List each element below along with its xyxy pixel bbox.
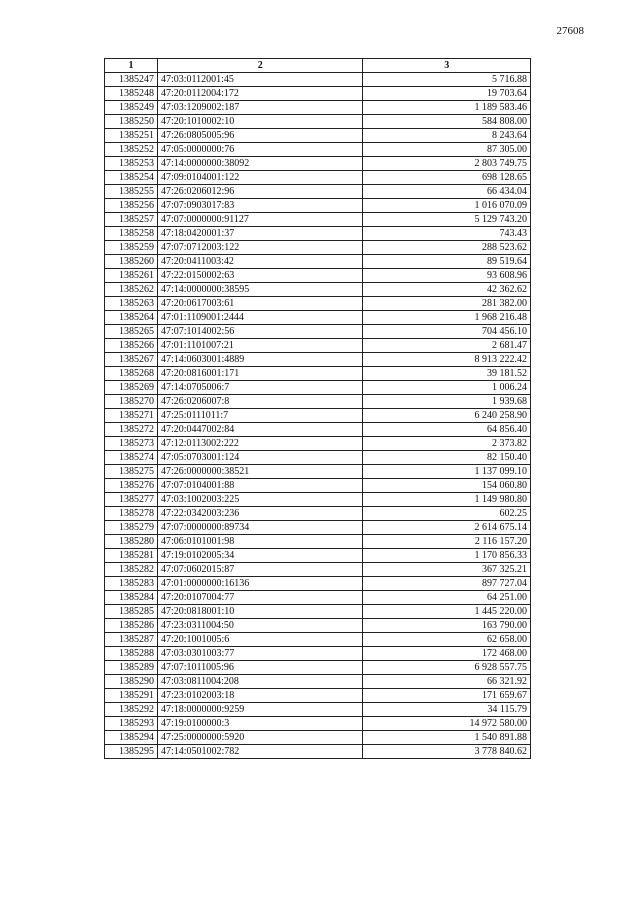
value-cell: 87 305.00 [363, 143, 531, 157]
row-number-cell: 1385295 [105, 745, 158, 759]
cadastral-number-cell: 47:20:0107004:77 [157, 591, 363, 605]
value-cell: 1 540 891.88 [363, 731, 531, 745]
value-cell: 367 325.21 [363, 563, 531, 577]
value-cell: 897 727.04 [363, 577, 531, 591]
cadastral-number-cell: 47:26:0206012:96 [157, 185, 363, 199]
table-row [105, 521, 531, 535]
value-cell: 1 189 583.46 [363, 101, 531, 115]
table-row [105, 437, 531, 451]
cadastral-number-cell: 47:14:0603001:4889 [157, 353, 363, 367]
value-cell: 698 128.65 [363, 171, 531, 185]
row-number-cell: 1385287 [105, 633, 158, 647]
table-header [105, 59, 531, 73]
value-cell: 2 373.82 [363, 437, 531, 451]
cadastral-number-cell: 47:18:0420001:37 [157, 227, 363, 241]
cadastral-number-cell: 47:20:0818001:10 [157, 605, 363, 619]
cadastral-number-cell: 47:03:0301003:77 [157, 647, 363, 661]
table-row [105, 409, 531, 423]
row-number-cell: 1385261 [105, 269, 158, 283]
row-number-cell: 1385258 [105, 227, 158, 241]
row-number-cell: 1385264 [105, 311, 158, 325]
row-number-cell: 1385250 [105, 115, 158, 129]
row-number-cell: 1385248 [105, 87, 158, 101]
table-row [105, 297, 531, 311]
table-row [105, 605, 531, 619]
row-number-cell: 1385285 [105, 605, 158, 619]
value-cell: 584 808.00 [363, 115, 531, 129]
table-row [105, 115, 531, 129]
cadastral-number-cell: 47:22:0342003:236 [157, 507, 363, 521]
value-cell: 39 181.52 [363, 367, 531, 381]
table-row [105, 479, 531, 493]
value-cell: 1 016 070.09 [363, 199, 531, 213]
value-cell: 2 803 749.75 [363, 157, 531, 171]
cadastral-number-cell: 47:07:1011005:96 [157, 661, 363, 675]
value-cell: 1 149 980.80 [363, 493, 531, 507]
page-number: 27608 [556, 25, 584, 37]
cadastral-number-cell: 47:20:0112004:172 [157, 87, 363, 101]
cadastral-number-cell: 47:26:0206007:8 [157, 395, 363, 409]
cadastral-number-cell: 47:20:1010002:10 [157, 115, 363, 129]
row-number-cell: 1385276 [105, 479, 158, 493]
value-cell: 6 240 258.90 [363, 409, 531, 423]
value-cell: 602.25 [363, 507, 531, 521]
table-row [105, 717, 531, 731]
cadastral-number-cell: 47:07:0903017:83 [157, 199, 363, 213]
table-row [105, 703, 531, 717]
value-cell: 8 913 222.42 [363, 353, 531, 367]
value-cell: 3 778 840.62 [363, 745, 531, 759]
cadastral-number-cell: 47:07:0602015:87 [157, 563, 363, 577]
value-cell: 93 608.96 [363, 269, 531, 283]
table-row [105, 213, 531, 227]
table-row [105, 577, 531, 591]
value-cell: 8 243.64 [363, 129, 531, 143]
column-header-3: 3 [363, 59, 531, 73]
value-cell: 66 321.92 [363, 675, 531, 689]
value-cell: 154 060.80 [363, 479, 531, 493]
table-row [105, 129, 531, 143]
table-row [105, 73, 531, 87]
value-cell: 2 116 157.20 [363, 535, 531, 549]
cadastral-number-cell: 47:19:0100000:3 [157, 717, 363, 731]
cadastral-number-cell: 47:06:0101001:98 [157, 535, 363, 549]
cadastral-number-cell: 47:20:1001005:6 [157, 633, 363, 647]
value-cell: 5 129 743.20 [363, 213, 531, 227]
cadastral-number-cell: 47:20:0447002:84 [157, 423, 363, 437]
cadastral-number-cell: 47:19:0102005:34 [157, 549, 363, 563]
cadastral-number-cell: 47:01:0000000:16136 [157, 577, 363, 591]
cadastral-number-cell: 47:20:0617003:61 [157, 297, 363, 311]
cadastral-number-cell: 47:14:0501002:782 [157, 745, 363, 759]
row-number-cell: 1385253 [105, 157, 158, 171]
table-row [105, 619, 531, 633]
table-row [105, 101, 531, 115]
cadastral-number-cell: 47:18:0000000:9259 [157, 703, 363, 717]
table-row [105, 633, 531, 647]
value-cell: 171 659.67 [363, 689, 531, 703]
table-row [105, 451, 531, 465]
value-cell: 1 445 220.00 [363, 605, 531, 619]
table-row [105, 395, 531, 409]
table-row [105, 353, 531, 367]
value-cell: 5 716.88 [363, 73, 531, 87]
value-cell: 1 006.24 [363, 381, 531, 395]
row-number-cell: 1385280 [105, 535, 158, 549]
row-number-cell: 1385254 [105, 171, 158, 185]
row-number-cell: 1385262 [105, 283, 158, 297]
cadastral-number-cell: 47:25:0111011:7 [157, 409, 363, 423]
value-cell: 14 972 580.00 [363, 717, 531, 731]
row-number-cell: 1385257 [105, 213, 158, 227]
row-number-cell: 1385251 [105, 129, 158, 143]
value-cell: 34 115.79 [363, 703, 531, 717]
table-row [105, 423, 531, 437]
table-row [105, 325, 531, 339]
row-number-cell: 1385270 [105, 395, 158, 409]
table-row [105, 87, 531, 101]
value-cell: 6 928 557.75 [363, 661, 531, 675]
table-row [105, 745, 531, 759]
value-cell: 1 968 216.48 [363, 311, 531, 325]
table-row [105, 731, 531, 745]
table-row [105, 227, 531, 241]
row-number-cell: 1385289 [105, 661, 158, 675]
table-row [105, 381, 531, 395]
row-number-cell: 1385263 [105, 297, 158, 311]
value-cell: 743.43 [363, 227, 531, 241]
table-row [105, 675, 531, 689]
cadastral-number-cell: 47:12:0113002:222 [157, 437, 363, 451]
value-cell: 163 790.00 [363, 619, 531, 633]
row-number-cell: 1385286 [105, 619, 158, 633]
row-number-cell: 1385273 [105, 437, 158, 451]
value-cell: 704 456.10 [363, 325, 531, 339]
cadastral-number-cell: 47:09:0104001:122 [157, 171, 363, 185]
row-number-cell: 1385275 [105, 465, 158, 479]
cadastral-number-cell: 47:14:0000000:38092 [157, 157, 363, 171]
row-number-cell: 1385255 [105, 185, 158, 199]
row-number-cell: 1385281 [105, 549, 158, 563]
cadastral-number-cell: 47:07:0104001:88 [157, 479, 363, 493]
column-header-2: 2 [157, 59, 363, 73]
row-number-cell: 1385291 [105, 689, 158, 703]
row-number-cell: 1385282 [105, 563, 158, 577]
row-number-cell: 1385247 [105, 73, 158, 87]
row-number-cell: 1385288 [105, 647, 158, 661]
value-cell: 2 614 675.14 [363, 521, 531, 535]
row-number-cell: 1385274 [105, 451, 158, 465]
table-row [105, 255, 531, 269]
row-number-cell: 1385260 [105, 255, 158, 269]
table-row [105, 171, 531, 185]
cadastral-number-cell: 47:20:0411003:42 [157, 255, 363, 269]
row-number-cell: 1385265 [105, 325, 158, 339]
table-row [105, 143, 531, 157]
cadastral-number-cell: 47:23:0311004:50 [157, 619, 363, 633]
table-row [105, 549, 531, 563]
cadastral-number-cell: 47:03:1209002:187 [157, 101, 363, 115]
row-number-cell: 1385278 [105, 507, 158, 521]
row-number-cell: 1385259 [105, 241, 158, 255]
row-number-cell: 1385290 [105, 675, 158, 689]
header-row [105, 59, 531, 73]
value-cell: 1 939.68 [363, 395, 531, 409]
value-cell: 172 468.00 [363, 647, 531, 661]
value-cell: 64 856.40 [363, 423, 531, 437]
cadastral-number-cell: 47:25:0000000:5920 [157, 731, 363, 745]
row-number-cell: 1385279 [105, 521, 158, 535]
table-row [105, 283, 531, 297]
row-number-cell: 1385292 [105, 703, 158, 717]
table-row [105, 563, 531, 577]
value-cell: 66 434.04 [363, 185, 531, 199]
cadastral-number-cell: 47:05:0703001:124 [157, 451, 363, 465]
table-row [105, 269, 531, 283]
cadastral-number-cell: 47:01:1101007:21 [157, 339, 363, 353]
value-cell: 42 362.62 [363, 283, 531, 297]
row-number-cell: 1385256 [105, 199, 158, 213]
cadastral-number-cell: 47:07:0712003:122 [157, 241, 363, 255]
cadastral-number-cell: 47:26:0000000:38521 [157, 465, 363, 479]
cadastral-number-cell: 47:20:0816001:171 [157, 367, 363, 381]
table-row [105, 465, 531, 479]
table-row [105, 199, 531, 213]
cadastral-number-cell: 47:03:0811004:208 [157, 675, 363, 689]
registry-table [104, 58, 531, 759]
table-row [105, 311, 531, 325]
table-row [105, 591, 531, 605]
table-row [105, 339, 531, 353]
value-cell: 19 703.64 [363, 87, 531, 101]
row-number-cell: 1385269 [105, 381, 158, 395]
value-cell: 1 170 856.33 [363, 549, 531, 563]
value-cell: 64 251.00 [363, 591, 531, 605]
cadastral-number-cell: 47:03:1002003:225 [157, 493, 363, 507]
row-number-cell: 1385268 [105, 367, 158, 381]
value-cell: 288 523.62 [363, 241, 531, 255]
table-row [105, 689, 531, 703]
cadastral-number-cell: 47:01:1109001:2444 [157, 311, 363, 325]
table-row [105, 507, 531, 521]
cadastral-number-cell: 47:07:0000000:91127 [157, 213, 363, 227]
cadastral-number-cell: 47:23:0102003:18 [157, 689, 363, 703]
row-number-cell: 1385266 [105, 339, 158, 353]
table-row [105, 661, 531, 675]
cadastral-number-cell: 47:03:0112001:45 [157, 73, 363, 87]
table-body [105, 73, 531, 759]
cadastral-number-cell: 47:05:0000000:76 [157, 143, 363, 157]
table-row [105, 157, 531, 171]
row-number-cell: 1385293 [105, 717, 158, 731]
row-number-cell: 1385284 [105, 591, 158, 605]
cadastral-number-cell: 47:26:0805005:96 [157, 129, 363, 143]
cadastral-number-cell: 47:07:0000000:89734 [157, 521, 363, 535]
row-number-cell: 1385267 [105, 353, 158, 367]
column-header-1: 1 [105, 59, 158, 73]
cadastral-number-cell: 47:22:0150002:63 [157, 269, 363, 283]
cadastral-number-cell: 47:14:0705006:7 [157, 381, 363, 395]
row-number-cell: 1385277 [105, 493, 158, 507]
row-number-cell: 1385271 [105, 409, 158, 423]
row-number-cell: 1385272 [105, 423, 158, 437]
table-row [105, 493, 531, 507]
value-cell: 82 150.40 [363, 451, 531, 465]
table-row [105, 241, 531, 255]
row-number-cell: 1385252 [105, 143, 158, 157]
table-row [105, 367, 531, 381]
value-cell: 2 681.47 [363, 339, 531, 353]
value-cell: 1 137 099.10 [363, 465, 531, 479]
table-row [105, 535, 531, 549]
row-number-cell: 1385249 [105, 101, 158, 115]
value-cell: 89 519.64 [363, 255, 531, 269]
row-number-cell: 1385294 [105, 731, 158, 745]
cadastral-number-cell: 47:07:1014002:56 [157, 325, 363, 339]
cadastral-number-cell: 47:14:0000000:38595 [157, 283, 363, 297]
row-number-cell: 1385283 [105, 577, 158, 591]
value-cell: 281 382.00 [363, 297, 531, 311]
value-cell: 62 658.00 [363, 633, 531, 647]
table-row [105, 185, 531, 199]
table-row [105, 647, 531, 661]
